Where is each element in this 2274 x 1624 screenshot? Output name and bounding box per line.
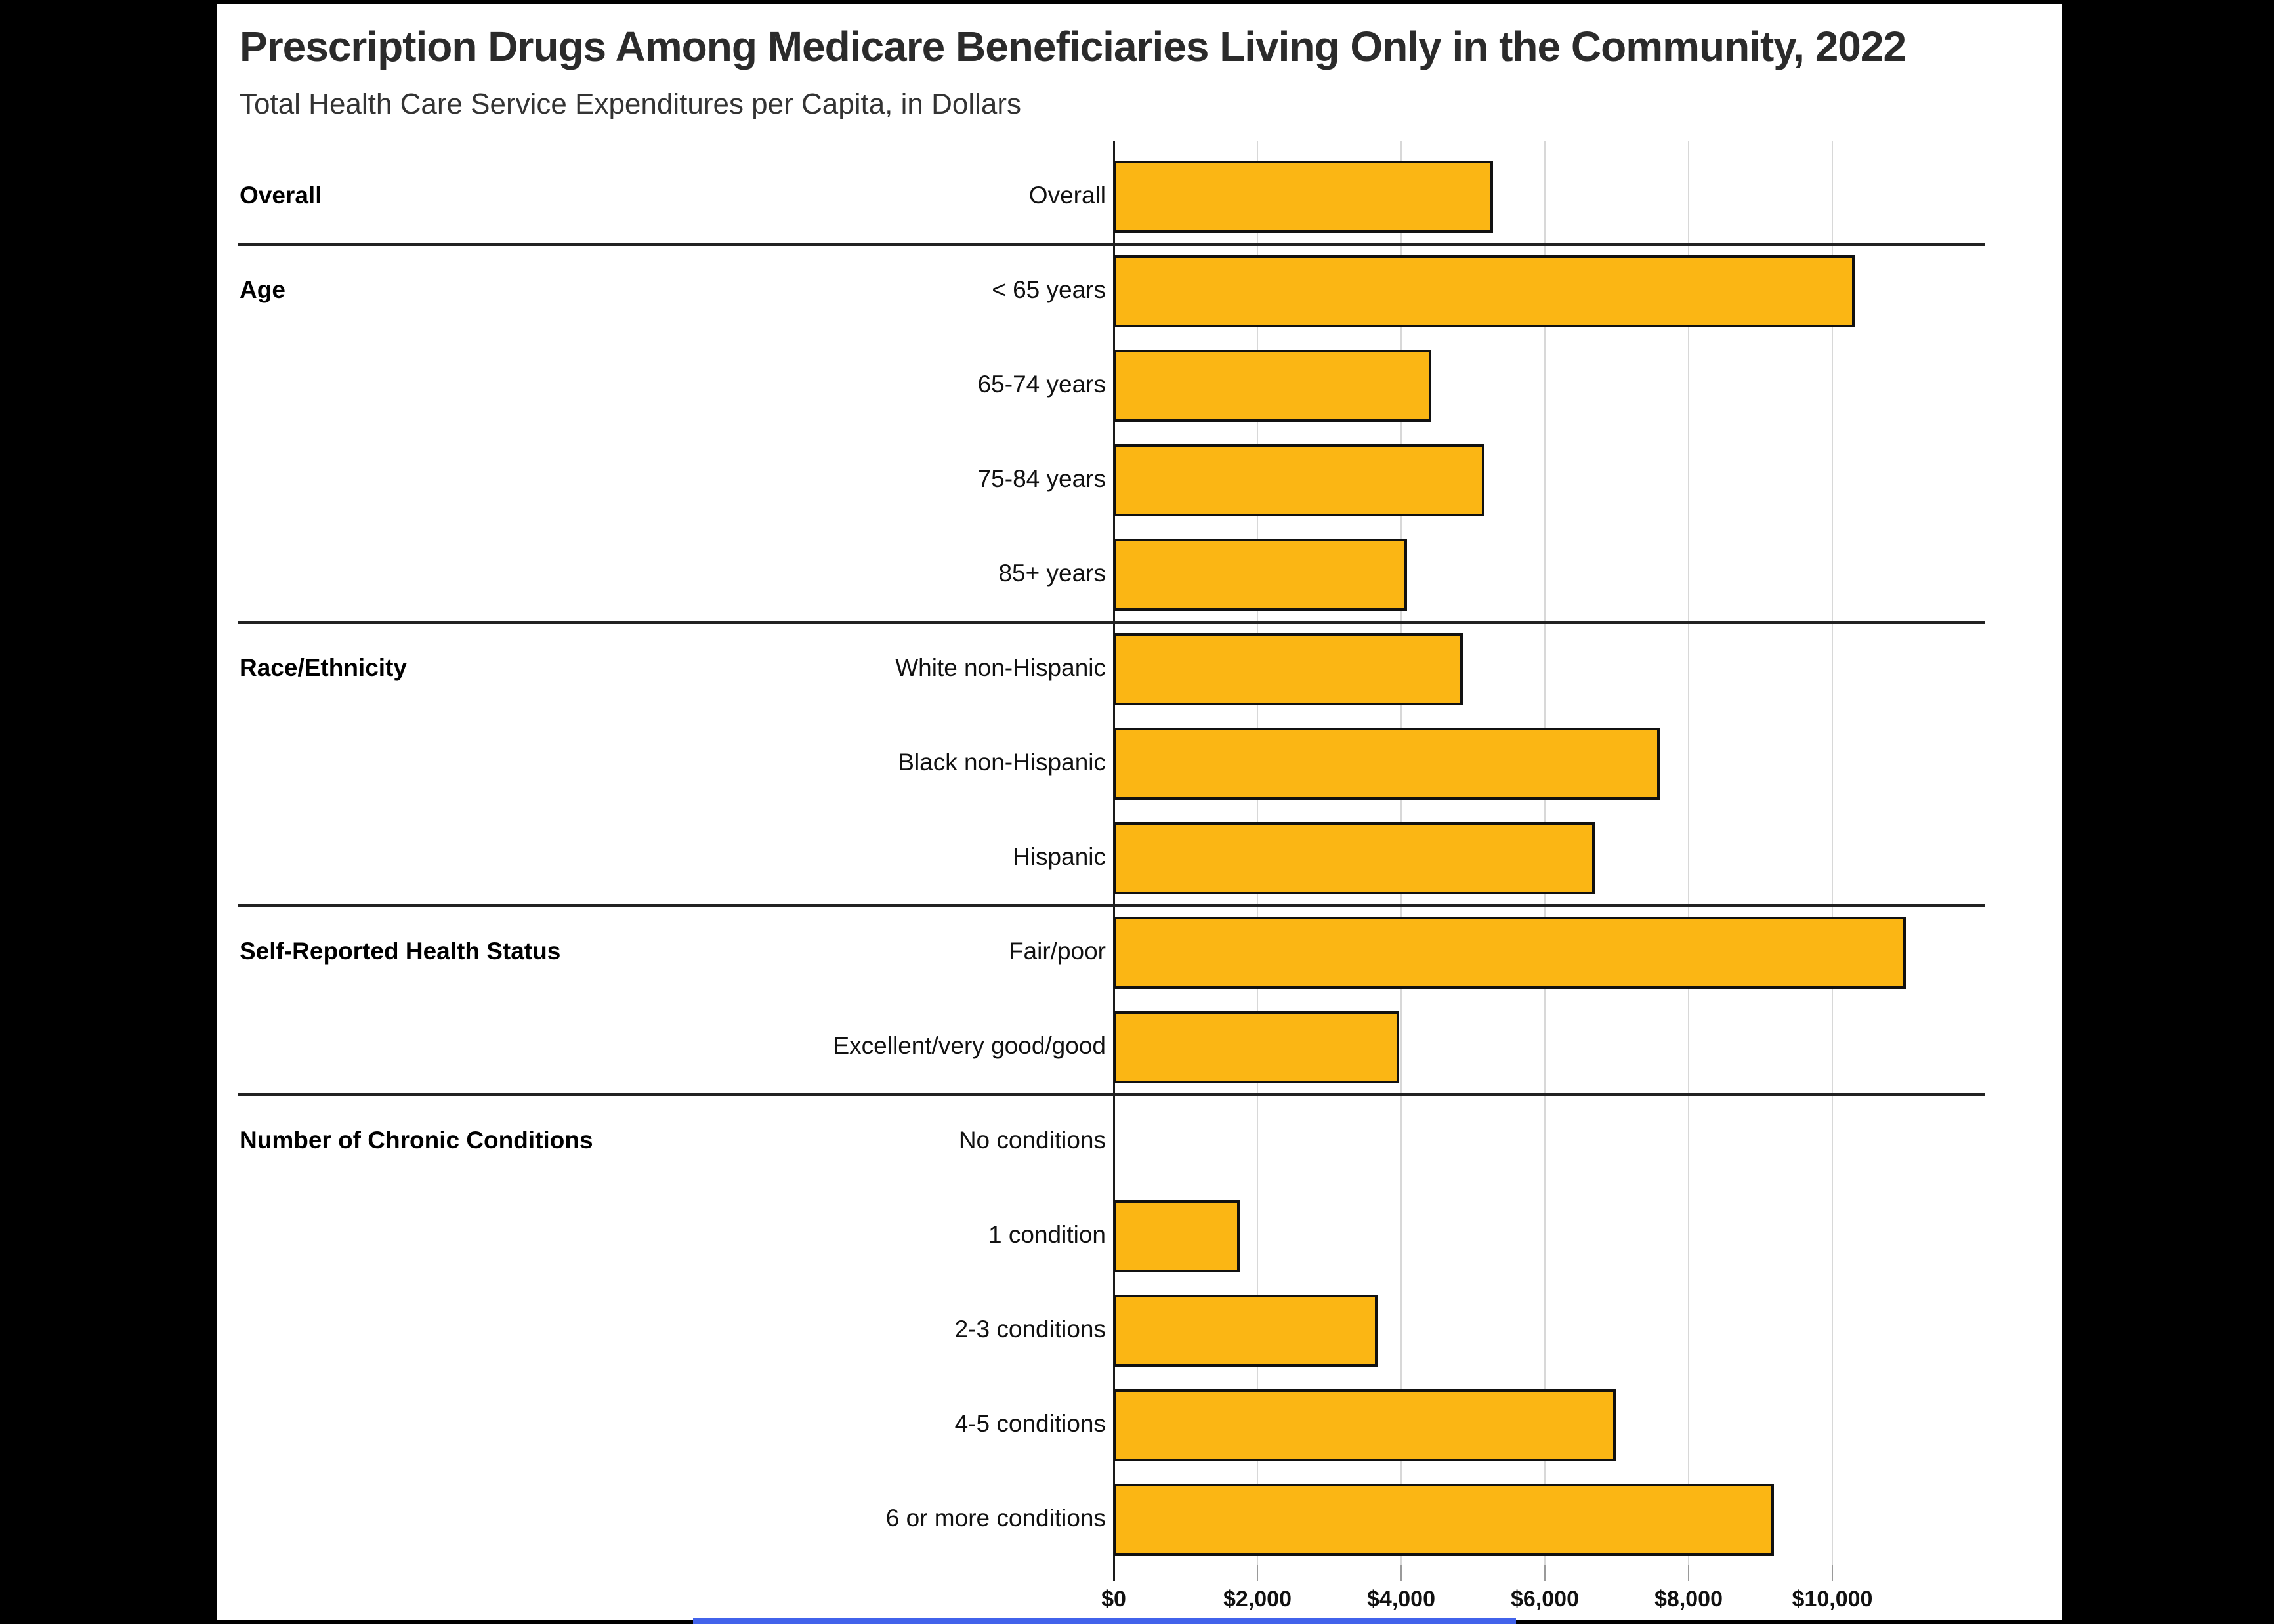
axis-tick [1688, 1565, 1689, 1581]
category-label: Age [240, 276, 285, 303]
chart-panel [217, 4, 2062, 1620]
row-label: < 65 years [992, 276, 1106, 303]
row-label: 1 condition [988, 1221, 1106, 1248]
row-label: 4-5 conditions [954, 1410, 1106, 1437]
axis-tick [1832, 1565, 1833, 1581]
row-label: 2-3 conditions [954, 1316, 1106, 1343]
category-label: Number of Chronic Conditions [240, 1127, 593, 1154]
axis-tick-label: $10,000 [1792, 1587, 1873, 1612]
row-label: Excellent/very good/good [833, 1032, 1106, 1059]
gridline [1832, 141, 1833, 1565]
category-label: Overall [240, 182, 322, 209]
axis-tick-label: $8,000 [1654, 1587, 1723, 1612]
bar [1114, 1389, 1616, 1461]
bar [1114, 822, 1595, 894]
bar [1114, 161, 1493, 233]
chart-subtitle: Total Health Care Service Expenditures per Capita, in Dollars [240, 88, 1022, 120]
row-label: White non-Hispanic [895, 654, 1106, 681]
bar [1114, 1200, 1240, 1272]
axis-tick-label: $4,000 [1367, 1587, 1435, 1612]
axis-tick-label: $2,000 [1223, 1587, 1292, 1612]
row-label: Hispanic [1013, 843, 1106, 870]
row-label: Fair/poor [1008, 938, 1106, 965]
bar-chart [217, 4, 2062, 1620]
axis-tick [1400, 1565, 1402, 1581]
top-edge-bar [0, 0, 2274, 4]
bar [1114, 539, 1407, 611]
row-label: Overall [1028, 182, 1106, 209]
category-label: Race/Ethnicity [240, 654, 407, 681]
axis-tick-label: $6,000 [1511, 1587, 1579, 1612]
category-label: Self-Reported Health Status [240, 938, 561, 965]
bar [1114, 917, 1906, 989]
section-divider [238, 1093, 1985, 1096]
row-label: 75-84 years [977, 465, 1106, 492]
bar [1114, 444, 1484, 516]
bar [1114, 350, 1431, 422]
axis-tick-label: $0 [1101, 1587, 1126, 1612]
bar [1114, 728, 1660, 800]
row-label: 85+ years [998, 560, 1106, 587]
gridline [1688, 141, 1689, 1565]
section-divider [238, 904, 1985, 907]
bar [1114, 1011, 1399, 1083]
bottom-accent-strip [693, 1618, 1516, 1624]
axis-tick [1544, 1565, 1546, 1581]
axis-tick [1257, 1565, 1258, 1581]
row-label: 65-74 years [977, 371, 1106, 398]
bar [1114, 1484, 1774, 1556]
bar [1114, 255, 1855, 327]
row-label: 6 or more conditions [885, 1505, 1106, 1531]
bar [1114, 633, 1463, 705]
bar [1114, 1295, 1378, 1367]
row-label: Black non-Hispanic [898, 749, 1106, 776]
section-divider [238, 243, 1985, 246]
row-label: No conditions [958, 1127, 1106, 1154]
section-divider [238, 621, 1985, 624]
chart-title: Prescription Drugs Among Medicare Beneficiaries Living Only in the Community, 2022 [240, 23, 1906, 70]
